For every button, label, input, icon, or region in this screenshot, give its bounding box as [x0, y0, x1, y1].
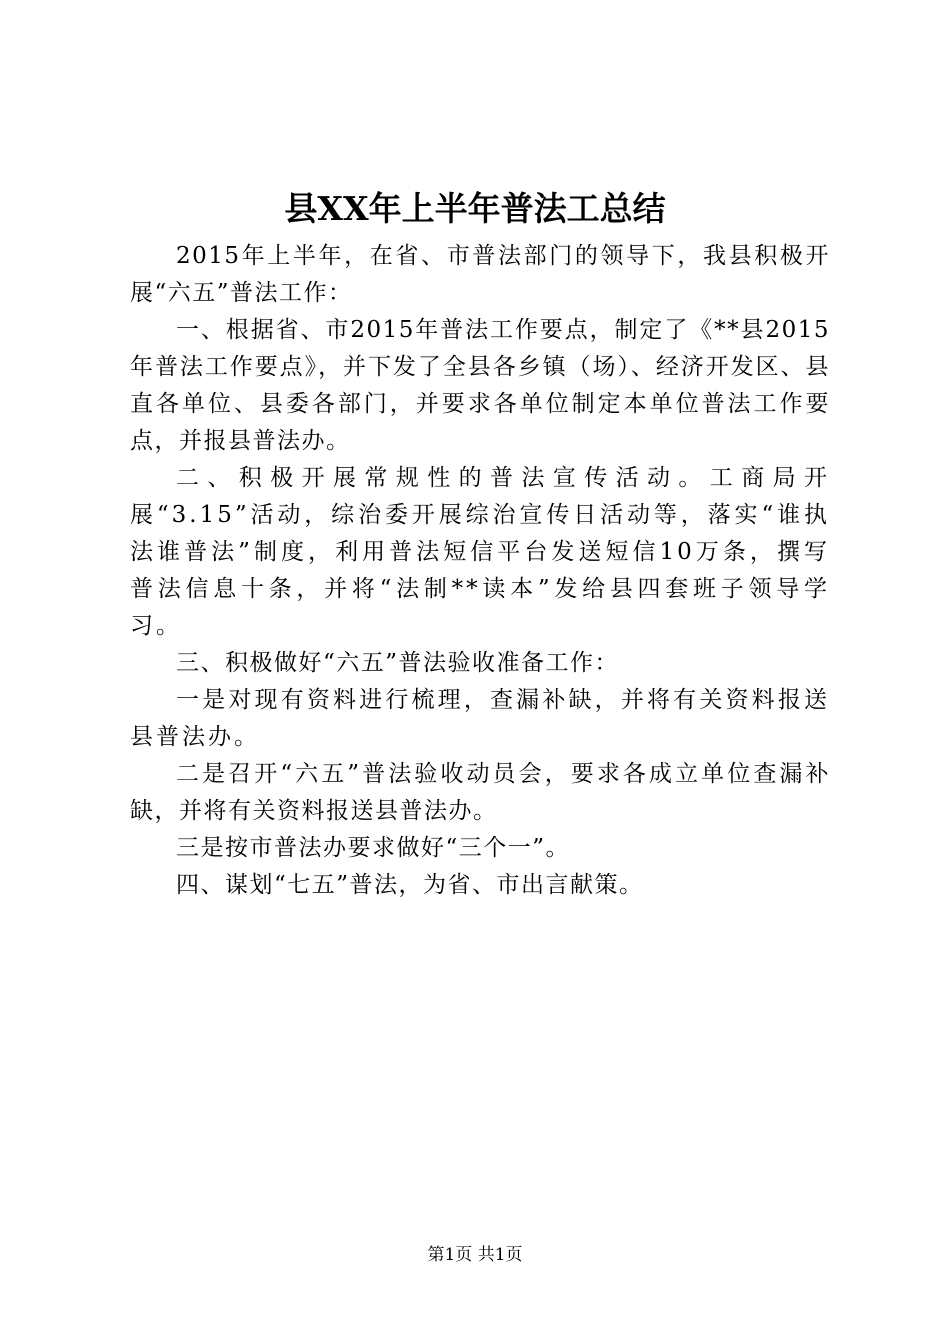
paragraph-section-4: 四、谋划“七五”普法，为省、市出言献策。	[176, 872, 644, 898]
paragraph-section-2: 二、积极开展常规性的普法宣传活动。工商局开展“3.15”活动，综治委开展综治宣传日活动等，落实“谁执法谁普法”制度，利用普法短信平台发送短信10万条，撰写普法信息十条，并将“法制**读本”发给县四套班子领导学习。	[130, 465, 830, 639]
paragraph-section-3: 三、积极做好“六五”普法验收准备工作：	[176, 650, 620, 676]
document-title: 县XX年上半年普法工总结	[284, 189, 666, 228]
paragraph-item-2: 二是召开“六五”普法验收动员会，要求各成立单位查漏补缺，并将有关资料报送县普法办。	[130, 761, 830, 824]
paragraph-item-3: 三是按市普法办要求做好“三个一”。	[176, 835, 571, 861]
paragraph-item-1: 一是对现有资料进行梳理，查漏补缺，并将有关资料报送县普法办。	[130, 687, 830, 750]
page-footer: 第1页 共1页	[427, 1245, 523, 1265]
paragraph-intro: 2015年上半年，在省、市普法部门的领导下，我县积极开展“六五”普法工作：	[130, 243, 830, 306]
document-body	[130, 238, 830, 904]
paragraph-section-1: 一、根据省、市2015年普法工作要点，制定了《**县2015年普法工作要点》，并下发了全县各乡镇（场）、经济开发区、县直各单位、县委各部门，并要求各单位制定本单位普法工作要点，并报县普法办。	[130, 317, 830, 454]
